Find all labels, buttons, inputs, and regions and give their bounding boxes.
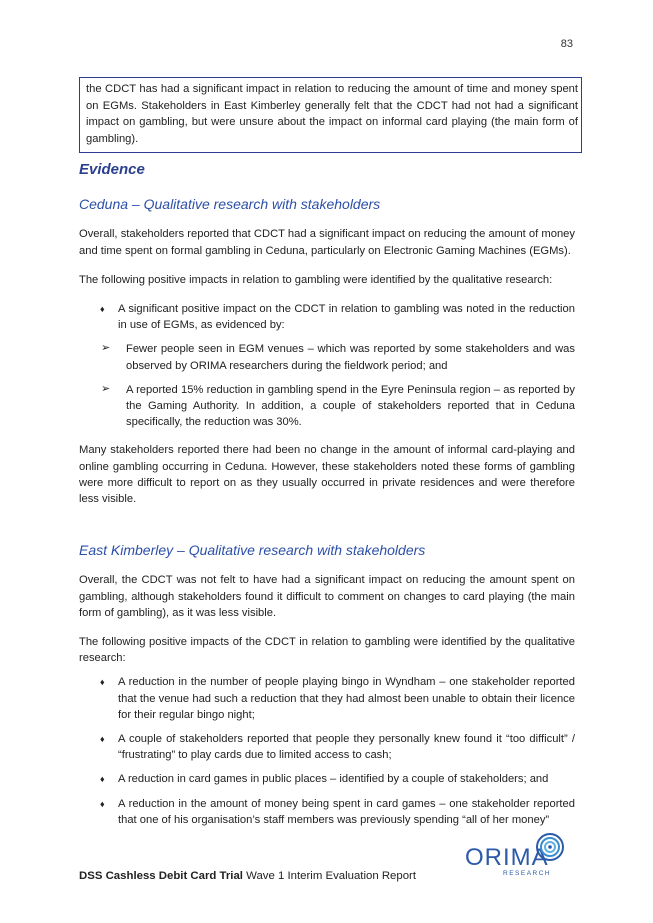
list-item-text: A significant positive impact on the CDCT in relation to gambling was noted in the reduction in use of EGMs, as evidenced by: xyxy=(118,303,575,332)
footer-subtitle: Wave 1 Interim Evaluation Report xyxy=(242,870,417,882)
page-number: 83 xyxy=(560,38,573,50)
logo-subtitle: RESEARCH xyxy=(503,870,552,877)
east-kimberley-paragraph-2: The following positive impacts of the CDCT in relation to gambling were identified by the qualitative research: xyxy=(79,636,575,665)
orima-swirl-icon xyxy=(535,832,565,862)
ceduna-bullet-list xyxy=(79,301,575,333)
list-item-text: A reduction in the number of people playing bingo in Wyndham – one stakeholder reported that the venue had such a reduction that they had almost been unable to obtain their licence for their regular bingo night; xyxy=(118,676,575,721)
ceduna-paragraph-1: Overall, stakeholders reported that CDCT had a significant impact on reducing the amount of money and time spent on formal gambling in Ceduna, particularly on Electronic Gaming Machines (EGMs). xyxy=(79,228,575,257)
orima-logo xyxy=(465,832,575,878)
evidence-heading: Evidence xyxy=(79,161,145,178)
east-kimberley-heading: East Kimberley – Qualitative research with stakeholders xyxy=(79,542,426,559)
list-item xyxy=(79,674,575,723)
list-item-text: A reduction in the amount of money being spent in card games – one stakeholder reported that one of his organisation’s staff members was previously spending “all of her money” xyxy=(118,797,575,826)
list-item xyxy=(79,731,575,763)
arrow-bullet-icon: ➢ xyxy=(101,342,111,355)
summary-box xyxy=(79,77,582,153)
list-item xyxy=(79,301,575,333)
ceduna-heading: Ceduna – Qualitative research with stakeholders xyxy=(79,196,381,213)
list-item-text: A couple of stakeholders reported that people they personally knew found it “too difficult” / “frustrating” to play cards due to limited access to cash; xyxy=(118,733,575,762)
ceduna-sub-bullet-list xyxy=(79,341,575,430)
list-item-text: Fewer people seen in EGM venues – which was reported by some stakeholders and was observed by ORIMA researchers during the fieldwork period; and xyxy=(126,343,575,372)
diamond-bullet-icon: ♦ xyxy=(100,677,105,688)
summary-text: the CDCT has had a significant impact in relation to reducing the amount of time and money spent on EGMs. Stakeholders in East Kimberley generally felt that the CDCT had not had a significant impact on gambling, but were unsure about the impact on informal card playing (the main form of gambling). xyxy=(86,83,578,145)
east-kimberley-bullet-list xyxy=(79,674,575,828)
east-kimberley-paragraph-1: Overall, the CDCT was not felt to have had a significant impact on reducing the amount spent on gambling, although stakeholders found it difficult to comment on changes to card playing (the main form of gambling), as it was less visible. xyxy=(79,574,575,619)
logo-name: ORIMA xyxy=(465,844,549,871)
ceduna-paragraph-3: Many stakeholders reported there had been no change in the amount of informal card-playing and online gambling occurring in Ceduna. However, these stakeholders noted these forms of gambling were more difficult to report on as they usually occurred in private residences and were therefore less visible. xyxy=(79,444,575,506)
ceduna-paragraph-2: The following positive impacts in relation to gambling were identified by the qualitative research: xyxy=(79,273,553,286)
list-item-text: A reported 15% reduction in gambling spend in the Eyre Peninsula region – as reported by the Gaming Authority. In addition, a couple of stakeholders reported that in Ceduna specifically, the reduction was 30%. xyxy=(126,383,575,429)
footer xyxy=(79,870,416,882)
list-item-text: A reduction in card games in public places – identified by a couple of stakeholders; and xyxy=(118,773,549,786)
arrow-bullet-icon: ➢ xyxy=(101,382,111,395)
list-item xyxy=(79,771,575,787)
diamond-bullet-icon: ♦ xyxy=(100,734,105,745)
list-item xyxy=(79,796,575,828)
footer-title: DSS Cashless Debit Card Trial xyxy=(79,870,243,882)
list-item xyxy=(79,341,575,373)
diamond-bullet-icon: ♦ xyxy=(100,304,105,315)
diamond-bullet-icon: ♦ xyxy=(100,798,105,809)
main-content xyxy=(79,156,575,838)
list-item xyxy=(79,382,575,431)
diamond-bullet-icon: ♦ xyxy=(100,774,105,785)
